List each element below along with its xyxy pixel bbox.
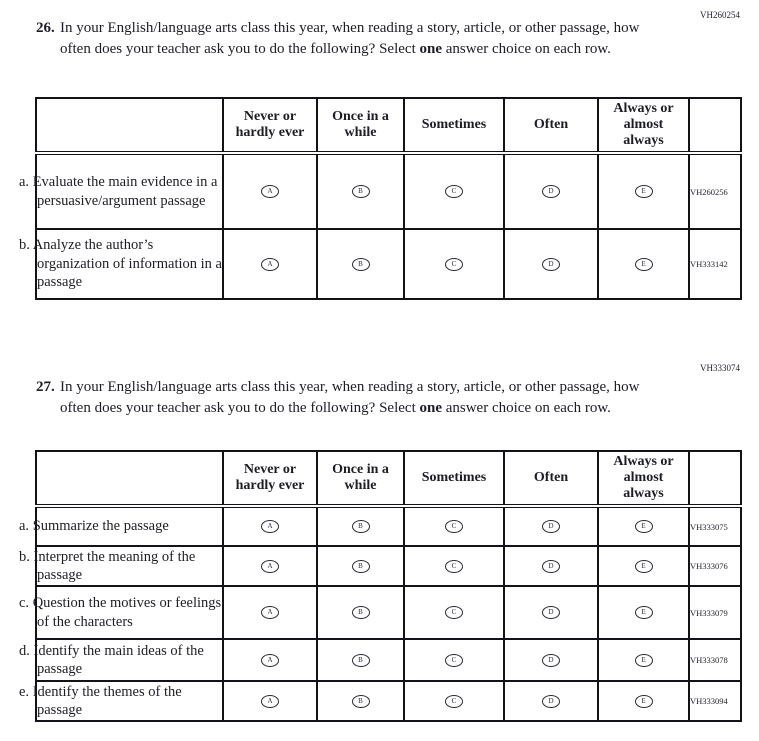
- column-header-once: Once in a while: [317, 98, 404, 153]
- prompt-text: In your English/language arts class this year, when reading a story, article, or other passage, how often does your teacher ask you to do the following? Select: [60, 379, 640, 416]
- option-cell: [317, 229, 404, 299]
- bubble-letter: B: [358, 522, 363, 531]
- bubble-letter: E: [641, 259, 646, 268]
- bubble-letter: C: [451, 608, 457, 617]
- bubble-letter: C: [451, 187, 457, 196]
- bubble-B[interactable]: [352, 654, 370, 667]
- row-letter: c.: [19, 595, 30, 611]
- bubble-E[interactable]: [635, 520, 653, 533]
- option-cell: [317, 153, 404, 229]
- bubble-C[interactable]: [445, 560, 463, 573]
- bubble-B[interactable]: [352, 185, 370, 198]
- question-26-text: [60, 18, 664, 59]
- row-label: Interpret the meaning of the passage: [33, 548, 196, 583]
- row-letter: a.: [19, 518, 30, 535]
- bubble-letter: B: [358, 608, 363, 617]
- bubble-E[interactable]: [635, 695, 653, 708]
- bubble-letter: C: [451, 696, 457, 705]
- column-header-once: Once in a while: [317, 451, 404, 506]
- option-cell: [504, 546, 598, 586]
- bubble-letter: D: [548, 561, 554, 570]
- bubble-letter: D: [548, 259, 554, 268]
- row-code-cell: [689, 586, 741, 639]
- row-letter: d.: [19, 642, 30, 659]
- option-cell: [504, 153, 598, 229]
- bubble-B[interactable]: [352, 258, 370, 271]
- row-code-cell: [689, 506, 741, 546]
- bubble-E[interactable]: [635, 654, 653, 667]
- row-code-cell: [689, 153, 741, 229]
- option-cell: [504, 506, 598, 546]
- bubble-E[interactable]: [635, 185, 653, 198]
- bubble-B[interactable]: [352, 695, 370, 708]
- bubble-letter: B: [358, 187, 363, 196]
- bubble-letter: C: [451, 259, 457, 268]
- bubble-letter: E: [641, 655, 646, 664]
- row-letter: a.: [19, 174, 30, 190]
- empty-code-header-cell: [689, 98, 741, 153]
- option-cell: [404, 586, 504, 639]
- table-header-row: [36, 98, 741, 153]
- question-26-number: 26.: [36, 20, 55, 36]
- option-cell: [598, 586, 689, 639]
- question-27-table: [19, 450, 742, 722]
- bubble-A[interactable]: [261, 185, 279, 198]
- column-header-sometimes: Sometimes: [404, 98, 504, 153]
- option-cell: [223, 506, 317, 546]
- bubble-letter: D: [548, 522, 554, 531]
- question-27: [36, 377, 664, 418]
- bubble-E[interactable]: [635, 258, 653, 271]
- prompt-text: In your English/language arts class this year, when reading a story, article, or other passage, how often does your teacher ask you to do the following? Select: [60, 20, 640, 57]
- option-cell: [317, 639, 404, 681]
- row-label-cell: [19, 506, 223, 546]
- prompt-bold-word: one: [419, 399, 442, 416]
- column-header-often: Often: [504, 451, 598, 506]
- row-code: VH333079: [690, 607, 728, 618]
- row-label: Identify the main ideas of the passage: [33, 642, 204, 677]
- column-header-always: Always or almost always: [598, 451, 689, 506]
- row-code-cell: [689, 229, 741, 299]
- row-code-cell: [689, 681, 741, 721]
- row-letter: e.: [19, 683, 30, 700]
- bubble-D[interactable]: [542, 654, 560, 667]
- option-cell: [404, 506, 504, 546]
- question-26-code: VH260254: [700, 10, 740, 20]
- question-26-table: [19, 97, 742, 300]
- bubble-letter: C: [451, 655, 457, 664]
- bubble-B[interactable]: [352, 606, 370, 619]
- empty-stub-header-cell: [36, 98, 223, 153]
- row-code: VH333142: [690, 259, 728, 269]
- column-header-sometimes: Sometimes: [404, 451, 504, 506]
- bubble-B[interactable]: [352, 560, 370, 573]
- bubble-D[interactable]: [542, 520, 560, 533]
- empty-code-header-cell: [689, 451, 741, 506]
- option-cell: [317, 506, 404, 546]
- bubble-E[interactable]: [635, 606, 653, 619]
- bubble-A[interactable]: [261, 258, 279, 271]
- bubble-A[interactable]: [261, 654, 279, 667]
- bubble-letter: B: [358, 259, 363, 268]
- option-cell: [598, 681, 689, 721]
- bubble-D[interactable]: [542, 560, 560, 573]
- bubble-A[interactable]: [261, 695, 279, 708]
- bubble-C[interactable]: [445, 654, 463, 667]
- empty-stub-header-cell: [36, 451, 223, 506]
- bubble-letter: A: [267, 608, 273, 617]
- bubble-letter: A: [267, 187, 273, 196]
- prompt-text-after: answer choice on each row.: [445, 40, 611, 57]
- option-cell: [598, 506, 689, 546]
- bubble-letter: A: [267, 561, 273, 570]
- bubble-A[interactable]: [261, 606, 279, 619]
- option-cell: [223, 153, 317, 229]
- question-27-number: 27.: [36, 379, 55, 395]
- option-cell: [223, 546, 317, 586]
- table-header-row: [36, 451, 741, 506]
- option-cell: [317, 586, 404, 639]
- row-label: Identify the themes of the passage: [32, 683, 182, 718]
- question-26: [36, 18, 664, 59]
- row-code: VH260256: [690, 186, 728, 197]
- column-header-often: Often: [504, 98, 598, 153]
- option-cell: [404, 681, 504, 721]
- row-label-cell: [19, 229, 223, 299]
- table-row: [36, 546, 741, 586]
- row-label: Question the motives or feelings of the characters: [32, 595, 222, 630]
- bubble-letter: A: [267, 259, 273, 268]
- question-27-code: VH333074: [700, 363, 740, 373]
- option-cell: [598, 153, 689, 229]
- option-cell: [504, 586, 598, 639]
- bubble-letter: B: [358, 655, 363, 664]
- bubble-A[interactable]: [261, 520, 279, 533]
- bubble-letter: E: [641, 696, 646, 705]
- table-row: [36, 681, 741, 721]
- bubble-letter: B: [358, 561, 363, 570]
- row-letter: b.: [19, 237, 30, 254]
- bubble-C[interactable]: [445, 258, 463, 271]
- bubble-letter: E: [641, 561, 646, 570]
- row-letter: b.: [19, 548, 30, 565]
- bubble-B[interactable]: [352, 520, 370, 533]
- option-cell: [223, 681, 317, 721]
- bubble-letter: E: [641, 608, 646, 617]
- prompt-text-after: answer choice on each row.: [445, 399, 611, 416]
- bubble-D[interactable]: [542, 185, 560, 198]
- table-row: [36, 229, 741, 299]
- question-27-text: [60, 377, 664, 418]
- bubble-D[interactable]: [542, 606, 560, 619]
- bubble-C[interactable]: [445, 695, 463, 708]
- column-header-never: Never or hardly ever: [223, 451, 317, 506]
- bubble-C[interactable]: [445, 606, 463, 619]
- bubble-D[interactable]: [542, 695, 560, 708]
- bubble-E[interactable]: [635, 560, 653, 573]
- bubble-letter: D: [548, 696, 554, 705]
- option-cell: [504, 639, 598, 681]
- option-cell: [317, 546, 404, 586]
- bubble-letter: A: [267, 696, 273, 705]
- bubble-letter: E: [641, 522, 646, 531]
- row-label-cell: [19, 681, 223, 721]
- option-cell: [504, 229, 598, 299]
- table-row: [36, 506, 741, 546]
- row-label-cell: [19, 639, 223, 681]
- row-code-cell: [689, 639, 741, 681]
- row-label-cell: [19, 546, 223, 586]
- option-cell: [404, 153, 504, 229]
- prompt-bold-word: one: [419, 40, 442, 57]
- column-header-always: Always or almost always: [598, 98, 689, 153]
- row-label: Evaluate the main evidence in a persuasive/argument passage: [32, 174, 218, 209]
- option-cell: [223, 639, 317, 681]
- bubble-letter: D: [548, 187, 554, 196]
- row-label-cell: [19, 586, 223, 639]
- option-cell: [404, 639, 504, 681]
- row-label-cell: [19, 153, 223, 229]
- option-cell: [598, 639, 689, 681]
- bubble-letter: D: [548, 655, 554, 664]
- bubble-letter: C: [451, 522, 457, 531]
- bubble-letter: A: [267, 522, 273, 531]
- bubble-letter: D: [548, 608, 554, 617]
- bubble-letter: B: [358, 696, 363, 705]
- row-code: VH333076: [690, 561, 728, 571]
- row-label: Analyze the author’s organization of information in a passage: [32, 237, 222, 291]
- option-cell: [598, 229, 689, 299]
- option-cell: [404, 229, 504, 299]
- bubble-D[interactable]: [542, 258, 560, 271]
- option-cell: [223, 229, 317, 299]
- bubble-letter: C: [451, 561, 457, 570]
- row-code: VH333094: [690, 696, 728, 706]
- row-code: VH333075: [690, 521, 728, 532]
- table-row: [36, 586, 741, 639]
- bubble-C[interactable]: [445, 520, 463, 533]
- row-code-cell: [689, 546, 741, 586]
- bubble-C[interactable]: [445, 185, 463, 198]
- option-cell: [404, 546, 504, 586]
- table-row: [36, 639, 741, 681]
- bubble-letter: E: [641, 187, 646, 196]
- option-cell: [504, 681, 598, 721]
- bubble-A[interactable]: [261, 560, 279, 573]
- option-cell: [317, 681, 404, 721]
- bubble-letter: A: [267, 655, 273, 664]
- option-cell: [223, 586, 317, 639]
- row-code: VH333078: [690, 655, 728, 665]
- option-cell: [598, 546, 689, 586]
- table-row: [36, 153, 741, 229]
- row-label: Summarize the passage: [32, 518, 169, 535]
- column-header-never: Never or hardly ever: [223, 98, 317, 153]
